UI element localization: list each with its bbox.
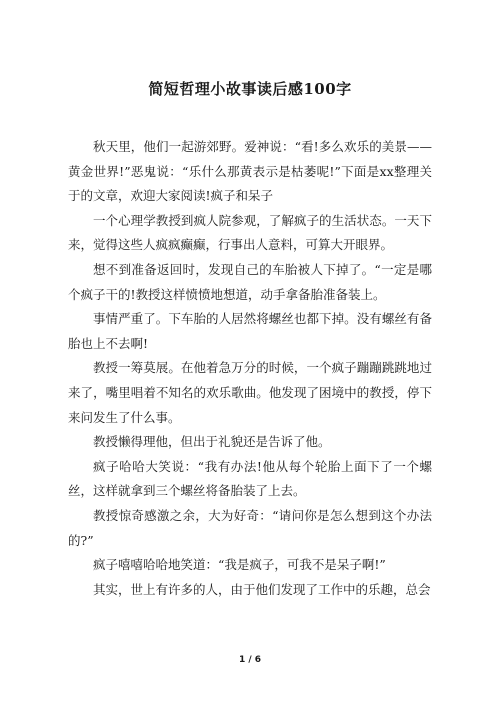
paragraph: 想不到准备返回时，发现自己的车胎被人下掉了。“一定是哪个疯子干的!教授这样愤愤地想道，动手拿备胎准备装上。 — [68, 261, 432, 302]
paragraph: 疯子哈哈大笑说：“我有办法!他从每个轮胎上面下了一个螺丝，这样就拿到三个螺丝将备胎装了上去。 — [68, 458, 432, 499]
paragraph: 疯子嘻嘻哈哈地笑道：“我是疯子，可我不是呆子啊!” — [93, 557, 386, 573]
paragraph: 教授懒得理他，但出于礼貌还是告诉了他。 — [93, 434, 331, 450]
document-title: 简短哲理小故事读后感100字 — [148, 80, 352, 98]
paragraph: 教授一筹莫展。在他着急万分的时候，一个疯子蹦蹦跳跳地过来了，嘴里唱着不知名的欢乐歌曲。他发现了困境中的教授，停下来问发生了什么事。 — [68, 360, 432, 425]
paragraph: 其实，世上有许多的人，由于他们发现了工作中的乐趣，总会 — [93, 581, 431, 597]
paragraph: 一个心理学教授到疯人院参观，了解疯子的生活状态。一天下来，觉得这些人疯疯癫癫，行事出人意料，可算大开眼界。 — [68, 212, 432, 253]
document-body — [68, 135, 432, 602]
paragraph: 秋天里，他们一起游郊野。爱神说：“看!多么欢乐的美景——黄金世界!”恶鬼说：“乐什么那黄表示是枯萎呢!”下面是xx整理关于的文章，欢迎大家阅读!疯子和呆子 — [68, 139, 432, 204]
page-indicator: 1 / 6 — [238, 655, 262, 665]
paragraph: 事情严重了。下车胎的人居然将螺丝也都下掉。没有螺丝有备胎也上不去啊! — [68, 311, 432, 351]
paragraph: 教授惊奇感激之余，大为好奇：“请问你是怎么想到这个办法的?” — [68, 507, 432, 548]
